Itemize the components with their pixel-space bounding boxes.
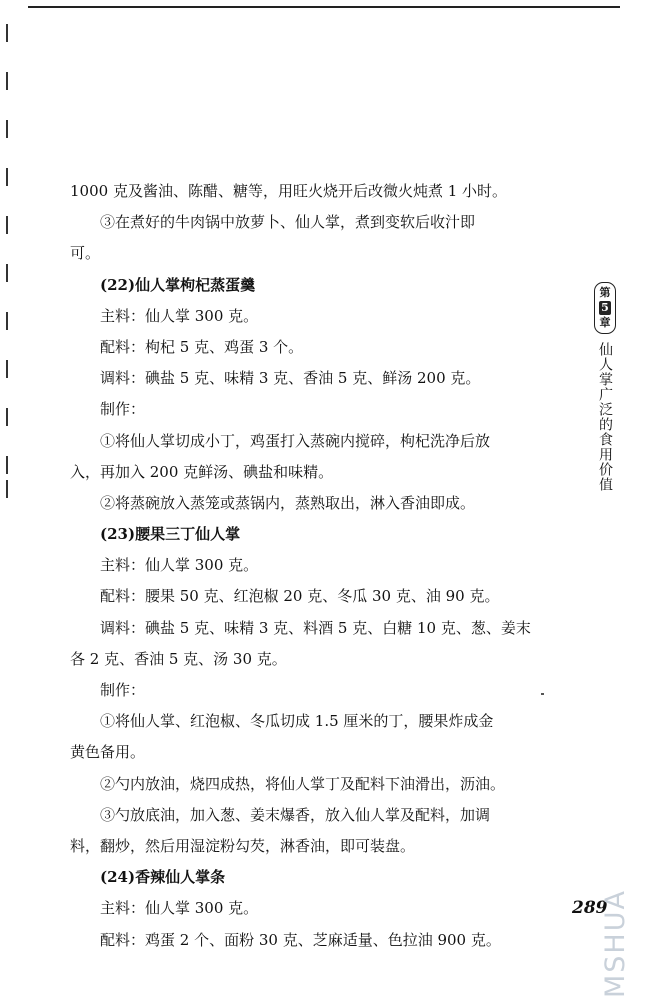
text-line: ①将仙人掌切成小丁，鸡蛋打入蒸碗内搅碎，枸杞洗净后放 [100,431,491,450]
top-rule [28,6,620,8]
chapter-sidebar [592,282,618,492]
scan-speck [541,693,544,695]
margin-mark [6,456,8,474]
text-line: 调料：碘盐 5 克、味精 3 克、料酒 5 克、白糖 10 克、葱、姜末 [100,618,531,637]
text-line: 配料：鸡蛋 2 个、面粉 30 克、芝麻适量、色拉油 900 克。 [100,930,501,949]
text-line: 主料：仙人掌 300 克。 [100,899,259,918]
margin-mark [6,480,8,498]
margin-mark [6,72,8,90]
page-number: 289 [572,898,608,918]
text-line: 可。 [70,244,101,263]
text-line: 配料：腰果 50 克、红泡椒 20 克、冬瓜 30 克、油 90 克。 [100,587,500,606]
text-line: 制作： [100,681,146,699]
margin-mark [6,24,8,42]
chapter-badge [594,282,616,334]
text-line: ②勺内放油，烧四成热，将仙人掌丁及配料下油滑出，沥油。 [100,774,506,793]
margin-mark [6,216,8,234]
margin-mark [6,168,8,186]
text-line: 调料：碘盐 5 克、味精 3 克、香油 5 克、鲜汤 200 克。 [100,369,481,388]
chapter-suffix: 章 [599,316,611,329]
text-line: 黄色备用。 [70,743,146,762]
text-line: ③在煮好的牛肉锅中放萝卜、仙人掌，煮到变软后收汁即 [100,213,476,232]
text-line: ②将蒸碗放入蒸笼或蒸锅内，蒸熟取出，淋入香油即成。 [100,493,476,512]
recipe-heading: (23)腰果三丁仙人掌 [100,525,241,544]
margin-mark [6,264,8,282]
text-line: ①将仙人掌、红泡椒、冬瓜切成 1.5 厘米的丁，腰果炸成金 [100,712,494,731]
chapter-title: 仙人掌广泛的食用价值 [597,342,613,492]
chapter-number: 5 [599,301,611,315]
text-line: 料，翻炒，然后用湿淀粉勾芡，淋香油，即可装盘。 [70,836,416,855]
chapter-prefix: 第 [599,286,611,299]
text-line: 制作： [100,400,146,419]
recipe-heading: (24)香辣仙人掌条 [100,868,226,887]
watermark: MSHUA [600,889,631,998]
text-line: 1000 克及酱油、陈醋、糖等，用旺火烧开后改微火炖煮 1 小时。 [70,182,508,200]
body-text [70,176,560,956]
text-line: 主料：仙人掌 300 克。 [100,556,259,575]
recipe-heading: (22)仙人掌枸杞蒸蛋羹 [100,275,256,294]
margin-marks [6,18,10,498]
margin-mark [6,360,8,378]
text-line: 配料：枸杞 5 克、鸡蛋 3 个。 [100,337,304,356]
margin-mark [6,312,8,330]
text-line: 主料：仙人掌 300 克。 [100,306,259,325]
margin-mark [6,408,8,426]
text-line: ③勺放底油，加入葱、姜末爆香，放入仙人掌及配料，加调 [100,805,491,824]
margin-mark [6,120,8,138]
text-line: 各 2 克、香油 5 克、汤 30 克。 [70,649,287,668]
text-line: 入，再加入 200 克鲜汤、碘盐和味精。 [70,462,334,481]
